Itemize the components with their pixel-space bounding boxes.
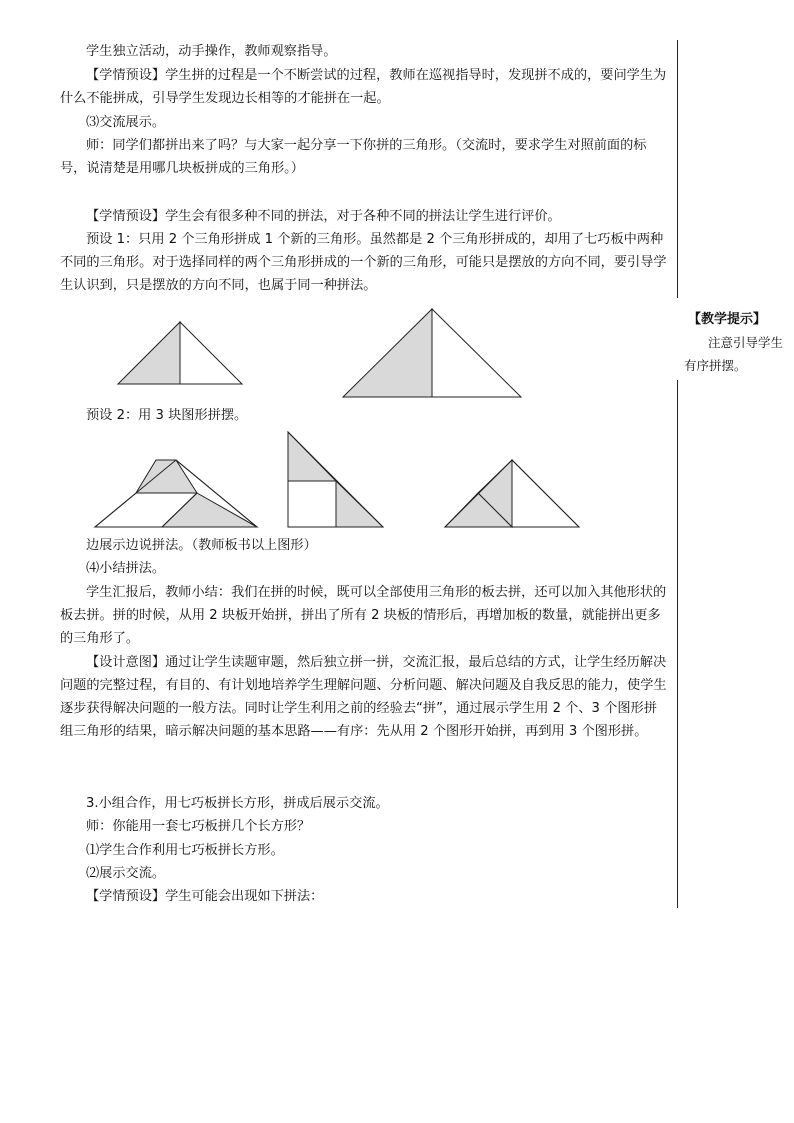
margin-divider-bottom (677, 380, 678, 908)
triangle-figure-3 (93, 458, 259, 530)
triangle-figure-5 (443, 458, 581, 529)
paragraph-step-2: ⑵展示交流。 (86, 866, 166, 881)
teaching-tip-title: 【教学提示】 (688, 312, 767, 327)
paragraph-preset-3: 【学情预设】学生可能会出现如下拼法： (86, 889, 324, 904)
paragraph-step-1: ⑴学生合作利用七巧板拼长方形。 (86, 843, 284, 858)
paragraph-preset-case-1: 预设 1：只用 2 个三角形拼成 1 个新的三角形。虽然都是 2 个三角形拼成的，却用了七巧板中两种不同的三角形。对于选择同样的两个三角形拼成的一个新的三角形，可能只是摆放的方向不同，要引导学生认识到，只是摆放的方向不同，也属于同一种拼法。 (60, 232, 667, 293)
paragraph-show-method: 边展示边说拼法。（教师板书以上图形） (86, 538, 317, 553)
paragraph-exchange-heading: ⑶交流展示。 (86, 115, 166, 130)
triangle-figure-2 (341, 307, 523, 400)
triangle-figure-4 (287, 431, 387, 529)
margin-divider-top (677, 40, 678, 298)
paragraph-preset-2: 【学情预设】学生会有很多种不同的拼法，对于各种不同的拼法让学生进行评价。 (86, 209, 561, 224)
paragraph-summary-heading: ⑷小结拼法。 (86, 561, 166, 576)
paragraph-activity: 学生独立活动，动手操作，教师观察指导。 (86, 44, 337, 59)
teaching-tip-text: 注意引导学生有序拼摆。 (684, 335, 784, 373)
paragraph-group-task: 3.小组合作，用七巧板拼长方形，拼成后展示交流。 (86, 796, 389, 811)
paragraph-design-intent: 【设计意图】通过让学生读题审题，然后独立拼一拼，交流汇报，最后总结的方式，让学生经历解决问题的完整过程，有目的、有计划地培养学生理解问题、分析问题、解决问题及自我反思的能力，使学生逐步获得解决问题的一般方法。同时让学生利用之前的经验去“拼”，通过展示学生用 2 个、3 个图形拼组三角形的结果，暗示解决问题的基本思路——有序：先从用 2 个图形开始拼，再到用 3 个图形拼。 (60, 655, 667, 739)
paragraph-preset-case-2: 预设 2：用 3 块图形拼摆。 (86, 408, 248, 423)
paragraph-preset-1: 【学情预设】学生拼的过程是一个不断尝试的过程，教师在巡视指导时，发现拼不成的，要问学生为什么不能拼成，引导学生发现边长相等的才能拼在一起。 (60, 68, 667, 106)
paragraph-teacher-question-2: 师：你能用一套七巧板拼几个长方形？ (86, 819, 311, 834)
triangle-figure-1 (118, 320, 244, 386)
paragraph-teacher-question: 师：同学们都拼出来了吗？与大家一起分享一下你拼的三角形。（交流时，要求学生对照前面的标号，说清楚是用哪几块板拼成的三角形。） (60, 138, 647, 176)
paragraph-teacher-summary: 学生汇报后，教师小结：我们在拼的时候，既可以全部使用三角形的板去拼，还可以加入其他形状的板去拼。拼的时候，从用 2 块板开始拼，拼出了所有 2 块板的情形后，再增加板的数量，就能拼出更多的三角形了。 (60, 585, 667, 646)
